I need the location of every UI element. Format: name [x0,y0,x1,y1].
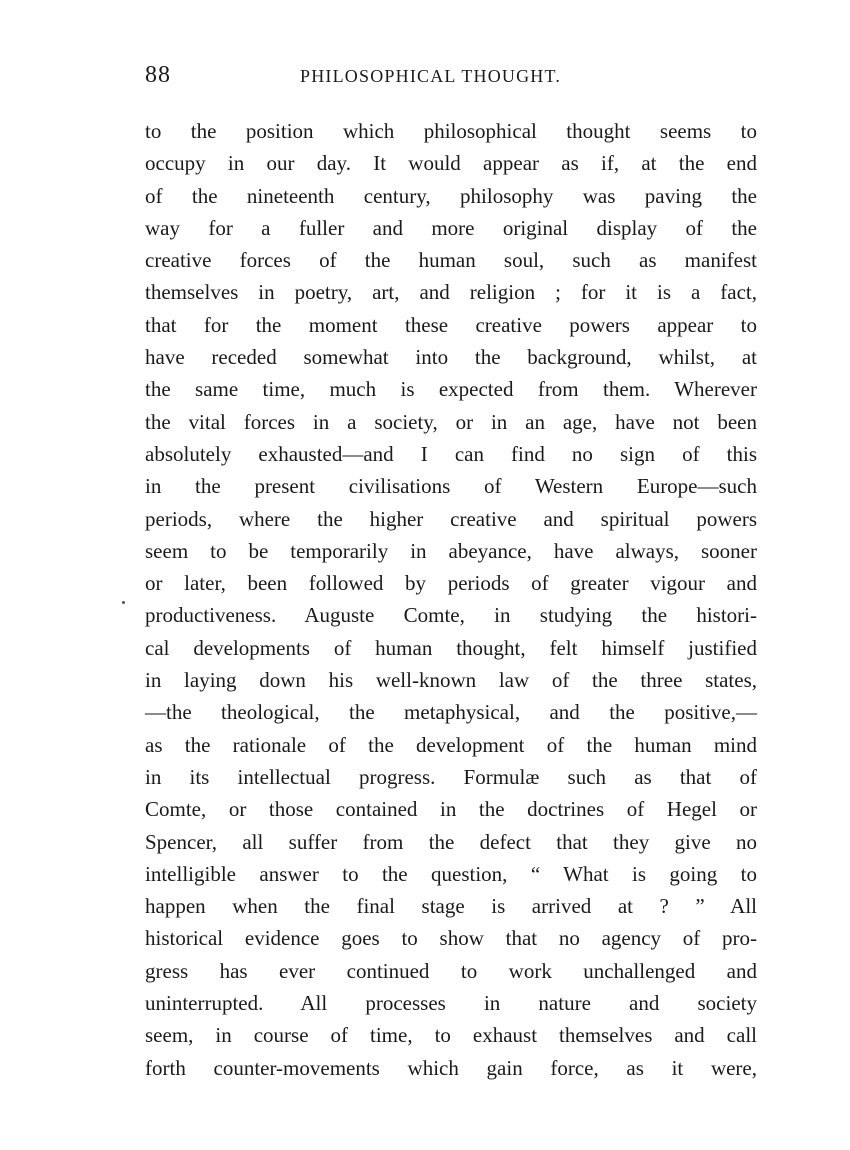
text-line: in laying down his well-known law of the three states, [145,668,757,693]
text-line: absolutely exhausted—and I can find no sign of this [145,441,757,466]
text-line: uninterrupted. All processes in nature and society [145,991,757,1016]
text-line: cal developments of human thought, felt himself justified [145,635,757,660]
page-number: 88 [145,62,171,88]
text-line: to the position which philosophical thought seems to [145,119,757,143]
text-line: have receded somewhat into the background, whilst, at [145,345,757,370]
text-line: occupy in our day. It would appear as if, at the end [145,151,757,176]
text-line: Comte, or those contained in the doctrines of Hegel or [145,797,757,822]
text-line: Spencer, all suffer from the defect that they give no [145,829,757,854]
text-line: themselves in poetry, art, and religion ; for it is a fact, [145,280,757,305]
text-line: gress has ever continued to work unchallenged and [145,958,757,983]
text-line: in the present civilisations of Western Europe—such [145,474,757,499]
text-line: forth counter-movements which gain force, as it were, [145,1055,757,1080]
text-line: productiveness. Auguste Comte, in studying the histori- [145,603,757,628]
text-line: way for a fuller and more original display of the [145,215,757,240]
text-line: the vital forces in a society, or in an age, have not been [145,409,757,434]
print-speck [122,601,125,604]
text-line: seem to be temporarily in abeyance, have always, sooner [145,538,757,563]
text-line: the same time, much is expected from them. Wherever [145,377,757,402]
text-line: —the theological, the metaphysical, and the positive,— [145,700,757,725]
text-line: intelligible answer to the question, “ What is going to [145,861,757,886]
running-head [145,62,757,92]
text-line: or later, been followed by periods of greater vigour and [145,571,757,596]
text-line: of the nineteenth century, philosophy was paving the [145,183,757,208]
text-line: seem, in course of time, to exhaust themselves and call [145,1023,757,1048]
text-line: that for the moment these creative powers appear to [145,312,757,337]
text-line: creative forces of the human soul, such as manifest [145,248,757,273]
text-line: periods, where the higher creative and spiritual powers [145,506,757,531]
body-text [145,115,757,1084]
text-line: as the rationale of the development of the human mind [145,732,757,757]
running-title: PHILOSOPHICAL THOUGHT. [300,66,562,86]
text-line: historical evidence goes to show that no agency of pro- [145,926,757,951]
text-line: in its intellectual progress. Formulæ such as that of [145,764,757,789]
text-line: happen when the final stage is arrived at ? ” All [145,894,757,919]
